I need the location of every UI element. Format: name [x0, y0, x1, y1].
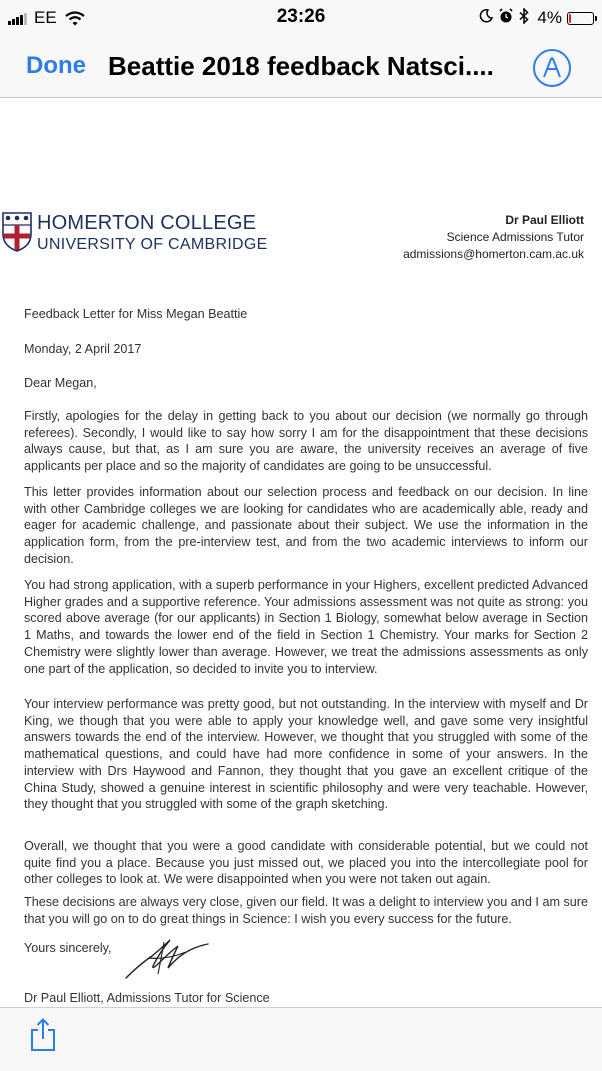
paragraph-application: You had strong application, with a superb performance in your Highers, excellent predicted Advanced Higher grades and a supportive reference. Your admissions assessment was not quite as strong: you scored above average (for our applicants) in Section 1 Biology, somewhat below average in Section 1 Maths, and towards the lower end of the field in Section 1 Chemistry. Your marks for Section 2 Chemistry were slightly lower than average. However, we treat the admissions assessments as only one part of the application, so decided to invite you to interview. [24, 578, 588, 676]
paragraph-apology: Firstly, apologies for the delay in getting back to you about our decision (we normally go through referees). Secondly, I would like to say how sorry I am for the disappointment that these decisions always cause, but that, as I am sure you are aware, the university receives an average of five applicants per place and so the majority of candidates are going to be unsuccessful. [24, 409, 588, 474]
paragraph-interview: Your interview performance was pretty good, but not outstanding. In the interview with myself and Dr King, we though that you were able to apply your knowledge well, and gave some very insightful answers towards the end of the interview. However, we thought that you struggled with some of the mathematical questions, and could have had more confidence in some of your answers. In the interview with Drs Haywood and Fannon, they thought that you gave an excellent critique of the China Study, showed a genuine interest in scientific philosophy and were very teachable. However, they thought that you struggled with some of the graph sketching. [24, 697, 588, 812]
battery-percent: 4% [537, 8, 562, 27]
navigation-bar [0, 38, 602, 98]
document-page[interactable] [0, 98, 602, 1007]
carrier-name: EE [34, 8, 57, 27]
markup-button[interactable] [533, 49, 571, 87]
share-button[interactable] [30, 1018, 56, 1052]
letter-closing: Yours sincerely, [24, 941, 112, 955]
sender-name: Dr Paul Elliott [505, 213, 584, 227]
paragraph-selection-process: This letter provides information about our selection process and feedback on our decision. In line with other Cambridge colleges we are looking for candidates who are academically able, ready and eager for academic challenge, and passionate about their subject. We use the information in the application form, from the pre-interview test, and from the two academic interviews to inform our decision. [24, 485, 588, 566]
status-right [474, 6, 594, 30]
sender-email: admissions@homerton.cam.ac.uk [403, 247, 584, 261]
moon-icon [479, 9, 493, 28]
status-time: 23:26 [276, 6, 326, 27]
sender-block [403, 212, 584, 263]
battery-icon [567, 12, 594, 25]
university-name: UNIVERSITY OF CAMBRIDGE [37, 236, 268, 253]
college-crest-icon [2, 212, 32, 252]
letter-signatory: Dr Paul Elliott, Admissions Tutor for Science [24, 991, 270, 1005]
share-icon [30, 1018, 56, 1052]
bottom-toolbar [0, 1007, 602, 1071]
markup-pen-icon [535, 51, 569, 85]
letter-salutation: Dear Megan, [24, 376, 97, 390]
signature-image [120, 934, 212, 982]
document-title: Beattie 2018 feedback Natsci.... [108, 51, 494, 81]
letter-date: Monday, 2 April 2017 [24, 342, 142, 356]
battery-level [569, 14, 571, 23]
letter-subject: Feedback Letter for Miss Megan Beattie [24, 307, 248, 321]
paragraph-closing-remarks: These decisions are always very close, given our field. It was a delight to interview you and I am sure that you will go on to do great things in Science: I wish you every success for the future. [24, 895, 588, 926]
sender-role: Science Admissions Tutor [446, 230, 584, 244]
bluetooth-icon [519, 8, 529, 29]
paragraph-overall: Overall, we thought that you were a good candidate with considerable potential, but we could not quite find you a place. Because you just missed out, we placed you into the intercollegiate pool for other colleges to look at. We were disappointed when you were not taken out again. [24, 839, 588, 887]
done-button[interactable]: Done [26, 52, 86, 79]
alarm-icon [498, 8, 514, 29]
college-name: HOMERTON COLLEGE [37, 212, 257, 234]
status-bar [0, 0, 602, 38]
